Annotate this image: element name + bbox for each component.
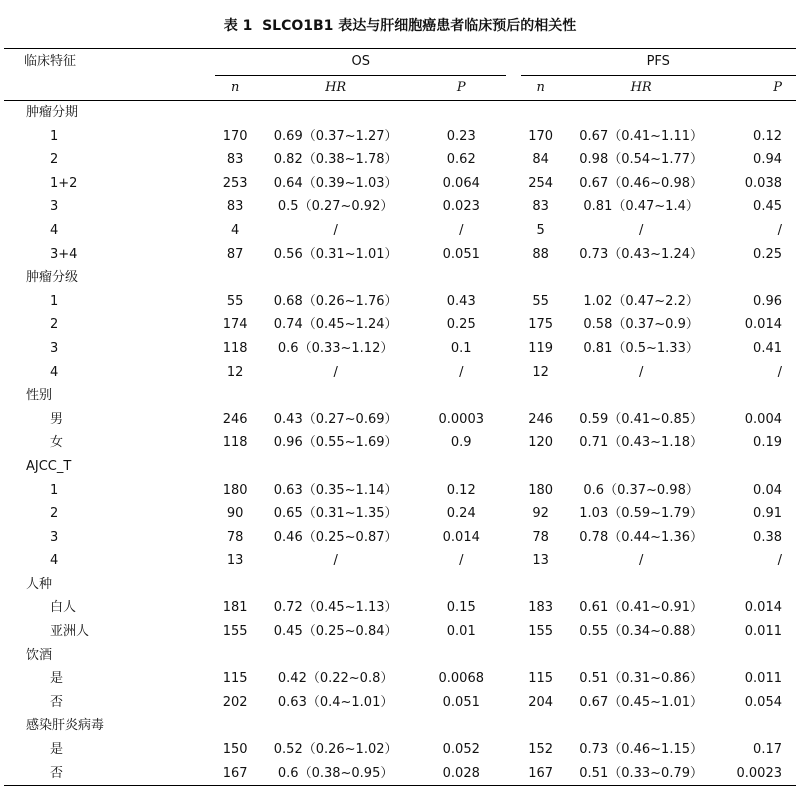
pfs-p-cell: 0.45 (753, 199, 782, 215)
os-p-cell (416, 384, 506, 408)
os-n-cell: 78 (226, 529, 244, 545)
pfs-n-cell: 92 (532, 506, 549, 522)
os-hr-cell (255, 384, 416, 408)
os-n-cell (215, 644, 255, 668)
pfs-hr-cell: 0.67（0.45~1.01） (579, 694, 703, 710)
row-label: 否 (50, 694, 64, 710)
pfs-n-cell: 83 (532, 199, 549, 215)
header-pfs-n: n (536, 80, 545, 95)
row-label: 2 (50, 317, 59, 333)
pfs-p-cell: 0.12 (753, 128, 782, 144)
os-n-cell: 167 (222, 765, 248, 781)
group-label: 性别 (26, 388, 53, 404)
row-label: 白人 (50, 600, 77, 616)
os-n-cell (215, 101, 255, 125)
row-label: 2 (50, 152, 59, 168)
os-n-cell: 170 (222, 128, 248, 144)
table-body (4, 101, 796, 786)
group-label: AJCC_T (26, 458, 72, 474)
table-caption (0, 16, 800, 36)
table-row (4, 667, 796, 691)
table-row (4, 125, 796, 149)
os-hr-cell: 0.72（0.45~1.13） (273, 600, 398, 616)
os-hr-cell: / (333, 222, 338, 238)
os-p-cell: 0.064 (442, 175, 480, 191)
os-p-cell (416, 573, 506, 597)
row-label: 1 (50, 128, 59, 144)
os-hr-cell: 0.43（0.27~0.69） (273, 411, 398, 427)
group-row (4, 573, 796, 597)
pfs-p-cell: 0.38 (753, 529, 782, 545)
row-label: 1 (50, 293, 59, 309)
group-row (4, 266, 796, 290)
row-label: 4 (50, 222, 59, 238)
pfs-hr-cell (561, 266, 722, 290)
os-p-cell: / (459, 222, 464, 238)
os-n-cell: 180 (222, 482, 248, 498)
os-hr-cell: 0.68（0.26~1.76） (273, 293, 398, 309)
header-os-hr: HR (325, 80, 347, 95)
os-hr-cell: 0.74（0.45~1.24） (273, 317, 398, 333)
pfs-hr-cell: 1.03（0.59~1.79） (579, 506, 703, 522)
os-n-cell (215, 266, 255, 290)
table-row (4, 762, 796, 786)
pfs-p-cell: 0.96 (753, 293, 782, 309)
os-p-cell: 0.01 (446, 624, 476, 640)
group-label: 肿瘤分级 (26, 270, 79, 286)
row-label: 1 (50, 482, 59, 498)
os-n-cell: 4 (231, 222, 240, 238)
pfs-p-cell: / (777, 364, 782, 380)
os-p-cell (416, 644, 506, 668)
pfs-n-cell: 115 (528, 671, 554, 687)
pfs-hr-cell: 0.71（0.43~1.18） (579, 435, 703, 451)
pfs-hr-cell: 0.61（0.41~0.91） (579, 600, 703, 616)
pfs-hr-cell: 0.58（0.37~0.9） (583, 317, 699, 333)
os-hr-cell: / (333, 364, 338, 380)
os-hr-cell (255, 455, 416, 479)
table-row (4, 408, 796, 432)
pfs-n-cell: 12 (532, 364, 549, 380)
row-label: 男 (50, 411, 64, 427)
pfs-hr-cell: / (638, 553, 644, 569)
pfs-hr-cell: 0.51（0.33~0.79） (579, 765, 703, 781)
row-label: 女 (50, 435, 64, 451)
os-p-cell: 0.12 (446, 482, 476, 498)
os-n-cell: 202 (222, 694, 248, 710)
pfs-n-cell (521, 455, 561, 479)
pfs-n-cell (521, 714, 561, 738)
table-row (4, 243, 796, 267)
row-label: 4 (50, 364, 59, 380)
os-p-cell (416, 101, 506, 125)
group-row (4, 101, 796, 125)
os-hr-cell: 0.82（0.38~1.78） (273, 152, 398, 168)
os-p-cell: 0.051 (442, 246, 480, 262)
pfs-p-cell (722, 573, 796, 597)
pfs-hr-cell: 0.55（0.34~0.88） (579, 624, 703, 640)
pfs-hr-cell: 0.67（0.46~0.98） (579, 175, 703, 191)
pfs-n-cell (521, 384, 561, 408)
table-row (4, 195, 796, 219)
pfs-n-cell: 183 (528, 600, 554, 616)
table-row (4, 313, 796, 337)
os-hr-cell: 0.45（0.25~0.84） (273, 624, 398, 640)
pfs-p-cell: 0.0023 (736, 765, 782, 781)
os-hr-cell: 0.6（0.33~1.12） (277, 340, 394, 356)
table-row (4, 431, 796, 455)
os-p-cell: 0.014 (442, 529, 480, 545)
pfs-hr-cell: 0.73（0.46~1.15） (579, 742, 703, 758)
os-p-cell: 0.15 (446, 600, 476, 616)
pfs-n-cell (521, 266, 561, 290)
os-p-cell (416, 455, 506, 479)
pfs-hr-cell (561, 384, 722, 408)
os-hr-cell (255, 266, 416, 290)
pfs-hr-cell (561, 644, 722, 668)
pfs-p-cell: 0.014 (744, 600, 782, 616)
pfs-p-cell (722, 101, 796, 125)
os-n-cell: 246 (222, 411, 248, 427)
os-hr-cell: 0.65（0.31~1.35） (273, 506, 398, 522)
os-p-cell: 0.023 (442, 199, 480, 215)
os-p-cell: 0.0003 (438, 411, 484, 427)
pfs-hr-cell (561, 455, 722, 479)
table-row (4, 148, 796, 172)
pfs-p-cell: 0.014 (744, 317, 782, 333)
table-row (4, 691, 796, 715)
group-label: 饮酒 (26, 647, 53, 663)
os-n-cell: 90 (226, 506, 244, 522)
pfs-n-cell: 55 (532, 293, 549, 309)
pfs-p-cell: 0.04 (753, 482, 782, 498)
os-n-cell (215, 455, 255, 479)
os-hr-cell: 0.5（0.27~0.92） (277, 199, 394, 215)
header-pfs-hr: HR (630, 80, 652, 95)
os-hr-cell: 0.69（0.37~1.27） (273, 128, 398, 144)
pfs-n-cell: 119 (528, 340, 554, 356)
os-p-cell: 0.052 (442, 742, 480, 758)
table-row (4, 290, 796, 314)
pfs-n-cell (521, 573, 561, 597)
os-n-cell: 118 (222, 435, 248, 451)
row-label: 否 (50, 765, 64, 781)
group-row (4, 384, 796, 408)
os-n-cell: 83 (226, 199, 244, 215)
os-n-cell: 13 (226, 553, 244, 569)
os-n-cell: 181 (222, 600, 248, 616)
row-label: 是 (50, 671, 64, 687)
pfs-hr-cell: 0.51（0.31~0.86） (579, 671, 703, 687)
os-n-cell (215, 384, 255, 408)
pfs-hr-cell: 0.6（0.37~0.98） (583, 482, 699, 498)
pfs-hr-cell: 0.81（0.5~1.33） (583, 340, 699, 356)
os-n-cell: 155 (222, 624, 248, 640)
os-hr-cell: 0.52（0.26~1.02） (273, 742, 398, 758)
pfs-p-cell: 0.011 (744, 624, 782, 640)
row-label: 是 (50, 742, 64, 758)
pfs-n-cell: 246 (528, 411, 554, 427)
header-os-n: n (230, 80, 240, 95)
group-label: 人种 (26, 576, 53, 592)
pfs-n-cell (521, 644, 561, 668)
header-feature: 临床特征 (24, 54, 77, 70)
group-label: 感染肝炎病毒 (26, 718, 105, 734)
pfs-n-cell: 78 (532, 529, 549, 545)
pfs-hr-cell (561, 714, 722, 738)
os-p-cell: 0.62 (446, 152, 476, 168)
os-p-cell: 0.051 (442, 694, 480, 710)
pfs-n-cell: 120 (528, 435, 554, 451)
table-row (4, 596, 796, 620)
pfs-hr-cell: 0.78（0.44~1.36） (579, 529, 703, 545)
os-n-cell: 253 (222, 175, 248, 191)
pfs-p-cell: 0.004 (744, 411, 782, 427)
os-p-cell: 0.25 (446, 317, 476, 333)
pfs-p-cell: 0.91 (753, 506, 782, 522)
table-row (4, 526, 796, 550)
os-hr-cell: 0.63（0.4~1.01） (277, 694, 394, 710)
pfs-p-cell: 0.054 (744, 694, 782, 710)
pfs-n-cell: 180 (528, 482, 554, 498)
os-n-cell: 115 (222, 671, 248, 687)
pfs-n-cell: 155 (528, 624, 554, 640)
table-row (4, 337, 796, 361)
table-row (4, 361, 796, 385)
os-n-cell: 55 (226, 293, 244, 309)
header-pfs: PFS (521, 49, 796, 76)
os-p-cell: / (459, 553, 464, 569)
os-p-cell (416, 266, 506, 290)
os-hr-cell: 0.64（0.39~1.03） (273, 175, 398, 191)
row-label: 亚洲人 (50, 624, 90, 640)
group-row (4, 455, 796, 479)
pfs-n-cell: 88 (532, 246, 549, 262)
table-title: SLCO1B1 表达与肝细胞癌患者临床预后的相关性 (262, 18, 577, 34)
os-hr-cell: 0.42（0.22~0.8） (277, 671, 394, 687)
pfs-p-cell: 0.19 (753, 435, 782, 451)
pfs-n-cell: 5 (536, 222, 545, 238)
table-row (4, 479, 796, 503)
os-hr-cell (255, 101, 416, 125)
os-n-cell: 83 (226, 152, 244, 168)
os-p-cell: 0.23 (446, 128, 476, 144)
row-label: 3 (50, 529, 59, 545)
os-n-cell: 87 (226, 246, 244, 262)
os-p-cell: 0.24 (446, 506, 476, 522)
header-os-p: P (456, 80, 466, 95)
pfs-hr-cell: 0.59（0.41~0.85） (579, 411, 703, 427)
os-p-cell (416, 714, 506, 738)
group-row (4, 714, 796, 738)
os-p-cell: 0.43 (446, 293, 476, 309)
row-label: 3 (50, 199, 59, 215)
header-os: OS (215, 49, 506, 76)
pfs-p-cell: 0.011 (744, 671, 782, 687)
pfs-p-cell: 0.25 (753, 246, 782, 262)
pfs-p-cell (722, 384, 796, 408)
pfs-p-cell: 0.038 (744, 175, 782, 191)
pfs-hr-cell: / (638, 364, 644, 380)
pfs-hr-cell (561, 101, 722, 125)
pfs-n-cell: 204 (528, 694, 554, 710)
results-table (4, 48, 796, 786)
table-row (4, 219, 796, 243)
pfs-hr-cell: 0.81（0.47~1.4） (583, 199, 699, 215)
os-n-cell: 12 (226, 364, 244, 380)
group-label: 肿瘤分期 (26, 105, 79, 120)
os-hr-cell: 0.6（0.38~0.95） (277, 765, 394, 781)
pfs-n-cell: 13 (532, 553, 549, 569)
table-row (4, 620, 796, 644)
pfs-n-cell: 167 (528, 765, 554, 781)
os-n-cell: 118 (222, 340, 248, 356)
os-hr-cell: 0.46（0.25~0.87） (273, 529, 398, 545)
os-hr-cell (255, 714, 416, 738)
os-n-cell (215, 573, 255, 597)
group-row (4, 644, 796, 668)
os-hr-cell: 0.56（0.31~1.01） (273, 246, 398, 262)
pfs-n-cell: 84 (532, 152, 549, 168)
row-label: 3+4 (50, 246, 78, 262)
os-p-cell: / (459, 364, 464, 380)
pfs-n-cell (521, 101, 561, 125)
pfs-hr-cell: / (638, 222, 644, 238)
os-hr-cell (255, 644, 416, 668)
pfs-n-cell: 175 (528, 317, 554, 333)
pfs-hr-cell: 1.02（0.47~2.2） (583, 293, 699, 309)
table-number: 表 1 (223, 18, 253, 34)
pfs-hr-cell: 0.67（0.41~1.11） (579, 128, 703, 144)
row-label: 1+2 (50, 175, 78, 191)
pfs-p-cell: 0.94 (753, 152, 782, 168)
header-pfs-p: P (773, 80, 782, 95)
os-hr-cell (255, 573, 416, 597)
pfs-p-cell: 0.41 (753, 340, 782, 356)
pfs-p-cell (722, 714, 796, 738)
pfs-p-cell: 0.17 (753, 742, 782, 758)
os-hr-cell: / (333, 553, 338, 569)
row-label: 2 (50, 506, 59, 522)
pfs-p-cell: / (777, 222, 782, 238)
table-row (4, 738, 796, 762)
pfs-p-cell (722, 266, 796, 290)
pfs-hr-cell: 0.73（0.43~1.24） (579, 246, 703, 262)
os-hr-cell: 0.63（0.35~1.14） (273, 482, 398, 498)
os-n-cell: 174 (222, 317, 248, 333)
pfs-p-cell (722, 455, 796, 479)
os-n-cell: 150 (222, 742, 248, 758)
row-label: 3 (50, 340, 59, 356)
pfs-hr-cell (561, 573, 722, 597)
os-hr-cell: 0.96（0.55~1.69） (273, 435, 398, 451)
row-label: 4 (50, 553, 59, 569)
pfs-n-cell: 254 (528, 175, 554, 191)
pfs-n-cell: 170 (528, 128, 554, 144)
os-n-cell (215, 714, 255, 738)
pfs-n-cell: 152 (528, 742, 554, 758)
os-p-cell: 0.1 (450, 340, 472, 356)
table-row (4, 502, 796, 526)
table-row (4, 549, 796, 573)
pfs-p-cell (722, 644, 796, 668)
os-p-cell: 0.9 (450, 435, 472, 451)
os-p-cell: 0.028 (442, 765, 480, 781)
pfs-p-cell: / (777, 553, 782, 569)
pfs-hr-cell: 0.98（0.54~1.77） (579, 152, 703, 168)
table-row (4, 172, 796, 196)
os-p-cell: 0.0068 (438, 671, 484, 687)
